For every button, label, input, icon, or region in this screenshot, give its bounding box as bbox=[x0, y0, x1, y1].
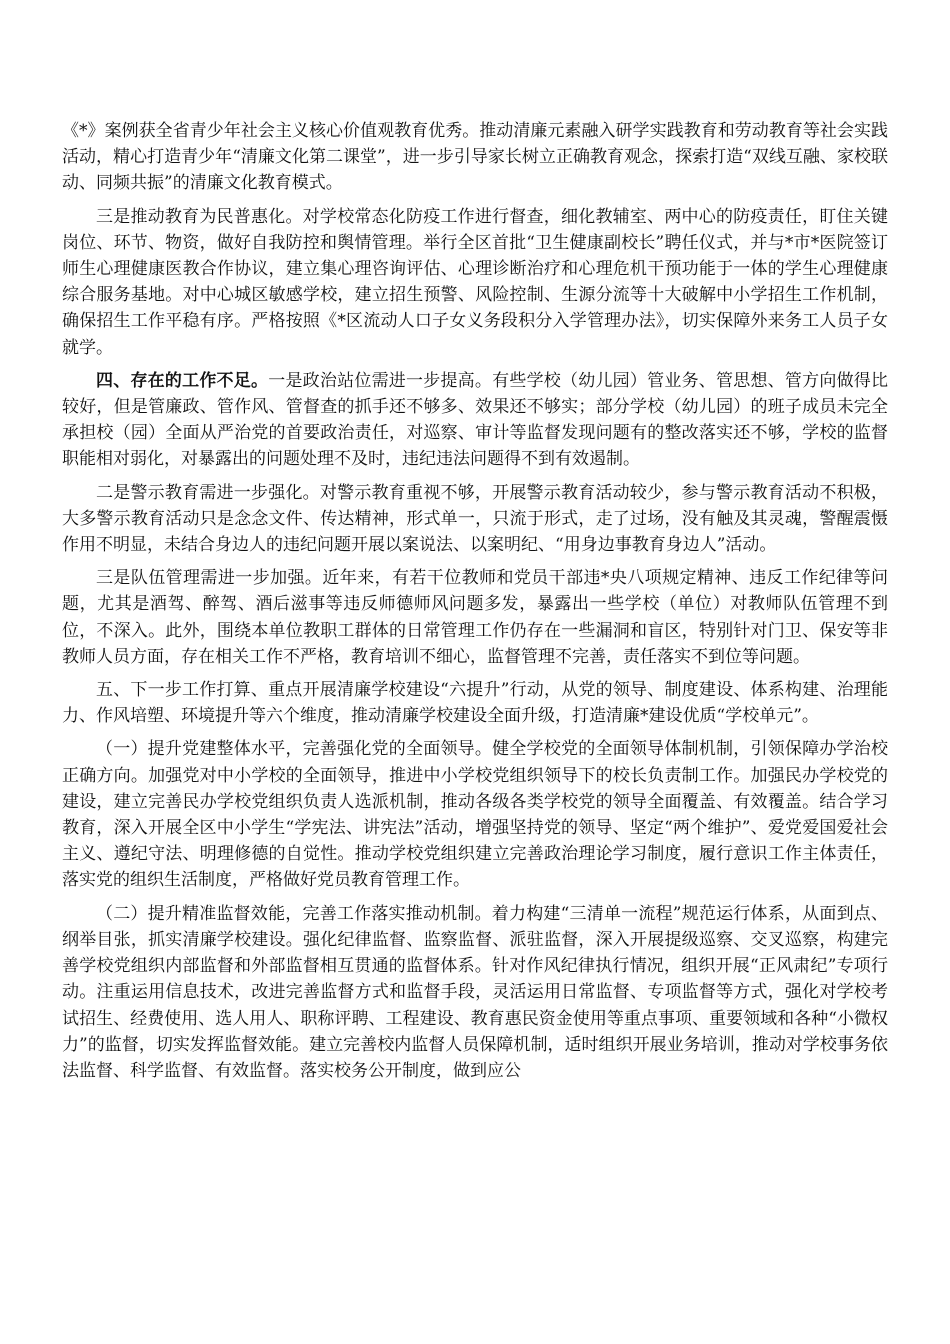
paragraph-warning-education: 二是警示教育需进一步强化。对警示教育重视不够，开展警示教育活动较少，参与警示教育活动不积极，大多警示教育活动只是念念文件、传达精神，形式单一，只流于形式，走了过场，没有触及其灵魂，警醒震慑作用不明显，未结合身边人的违纪问题开展以案说法、以案明纪、“用身边事教育身边人”活动。 bbox=[62, 482, 888, 556]
section-heading-shortcomings: 四、存在的工作不足。 bbox=[96, 370, 269, 391]
paragraph-education-benefit: 三是推动教育为民普惠化。对学校常态化防疫工作进行督查，细化教辅室、两中心的防疫责任，盯住关键岗位、环节、物资，做好自我防控和舆情管理。举行全区首批“卫生健康副校长”聘任仪式，并与*市*医院签订师生心理健康医教合作协议，建立集心理咨询评估、心理诊断治疗和心理危机干预功能于一体的学生心理健康综合服务基地。对中心城区敏感学校，建立招生预警、风险控制、生源分流等十大破解中小学招生工作机制，确保招生工作平稳有序。严格按照《*区流动人口子女义务段积分入学管理办法》，切实保障外来务工人员子女就学。 bbox=[62, 206, 888, 358]
paragraph-shortcomings-text: 一是政治站位需进一步提高。有些学校（幼儿园）管业务、管思想、管方向做得比较好，但是管廉政、管作风、管督查的抓手还不够多、效果还不够实；部分学校（幼儿园）的班子成员未完全承担校（园）全面从严治党的首要政治责任，对巡察、审计等监督发现问题有的整改落实还不够，学校的监督职能相对弱化，对暴露出的问题处理不及时，违纪违法问题得不到有效遏制。 bbox=[62, 370, 889, 470]
paragraph-supervision: （二）提升精准监督效能，完善工作落实推动机制。着力构建“三清单一流程”规范运行体系，从面到点、纲举目张，抓实清廉学校建设。强化纪律监督、监察监督、派驻监督，深入开展提级巡察、交叉巡察，构建完善学校党组织内部监督和外部监督相互贯通的监督体系。针对作风纪律执行情况，组织开展“正风肃纪”专项行动。注重运用信息技术，改进完善监督方式和监督手段，灵活运用日常监督、专项监督等方式，强化对学校考试招生、经费使用、选人用人、职称评聘、工程建设、教育惠民资金使用等重点事项、重要领域和各种“小微权力”的监督，切实发挥监督效能。建立完善校内监督人员保障机制，适时组织开展业务培训，推动对学校事务依法监督、科学监督、有效监督。落实校务公开制度，做到应公 bbox=[62, 903, 888, 1081]
paragraph-party-building: （一）提升党建整体水平，完善强化党的全面领导。健全学校党的全面领导体制机制，引领保障办学治校正确方向。加强党对中小学校的全面领导，推进中小学校党组织领导下的校长负责制工作。加强民办学校党的建设，建立完善民办学校党组织负责人选派机制，推动各级各类学校党的领导全面覆盖、有效覆盖。结合学习教育，深入开展全区中小学生“学宪法、讲宪法”活动，增强坚持党的领导、坚定“两个维护”、爱党爱国爱社会主义、遵纪守法、明理修德的自觉性。推动学校党组织建立完善政治理论学习制度，履行意识工作主体责任，落实党的组织生活制度，严格做好党员教育管理工作。 bbox=[62, 739, 888, 891]
paragraph-next-steps: 五、下一步工作打算、重点开展清廉学校建设“六提升”行动，从党的领导、制度建设、体系构建、治理能力、作风培塑、环境提升等六个维度，推动清廉学校建设全面升级，打造清廉*建设优质“学校单元”。 bbox=[62, 680, 888, 727]
paragraph-team-management: 三是队伍管理需进一步加强。近年来，有若干位教师和党员干部违*央八项规定精神、违反工作纪律等问题，尤其是酒驾、醉驾、酒后滋事等违反师德师风问题多发，暴露出一些学校（单位）对教师队伍管理不到位，不深入。此外，围绕本单位教职工群体的日常管理工作仍存在一些漏洞和盲区，特别针对门卫、保安等非教师人员方面，存在相关工作不严格，教育培训不细心，监督管理不完善，责任落实不到位等问题。 bbox=[62, 568, 888, 667]
paragraph-shortcomings bbox=[62, 368, 888, 473]
paragraph-continuation: 《*》案例获全省青少年社会主义核心价值观教育优秀。推动清廉元素融入研学实践教育和劳动教育等社会实践活动，精心打造青少年“清廉文化第二课堂”，进一步引导家长树立正确教育观念，探索打造“双线互融、家校联动、同频共振”的清廉文化教育模式。 bbox=[62, 121, 888, 194]
